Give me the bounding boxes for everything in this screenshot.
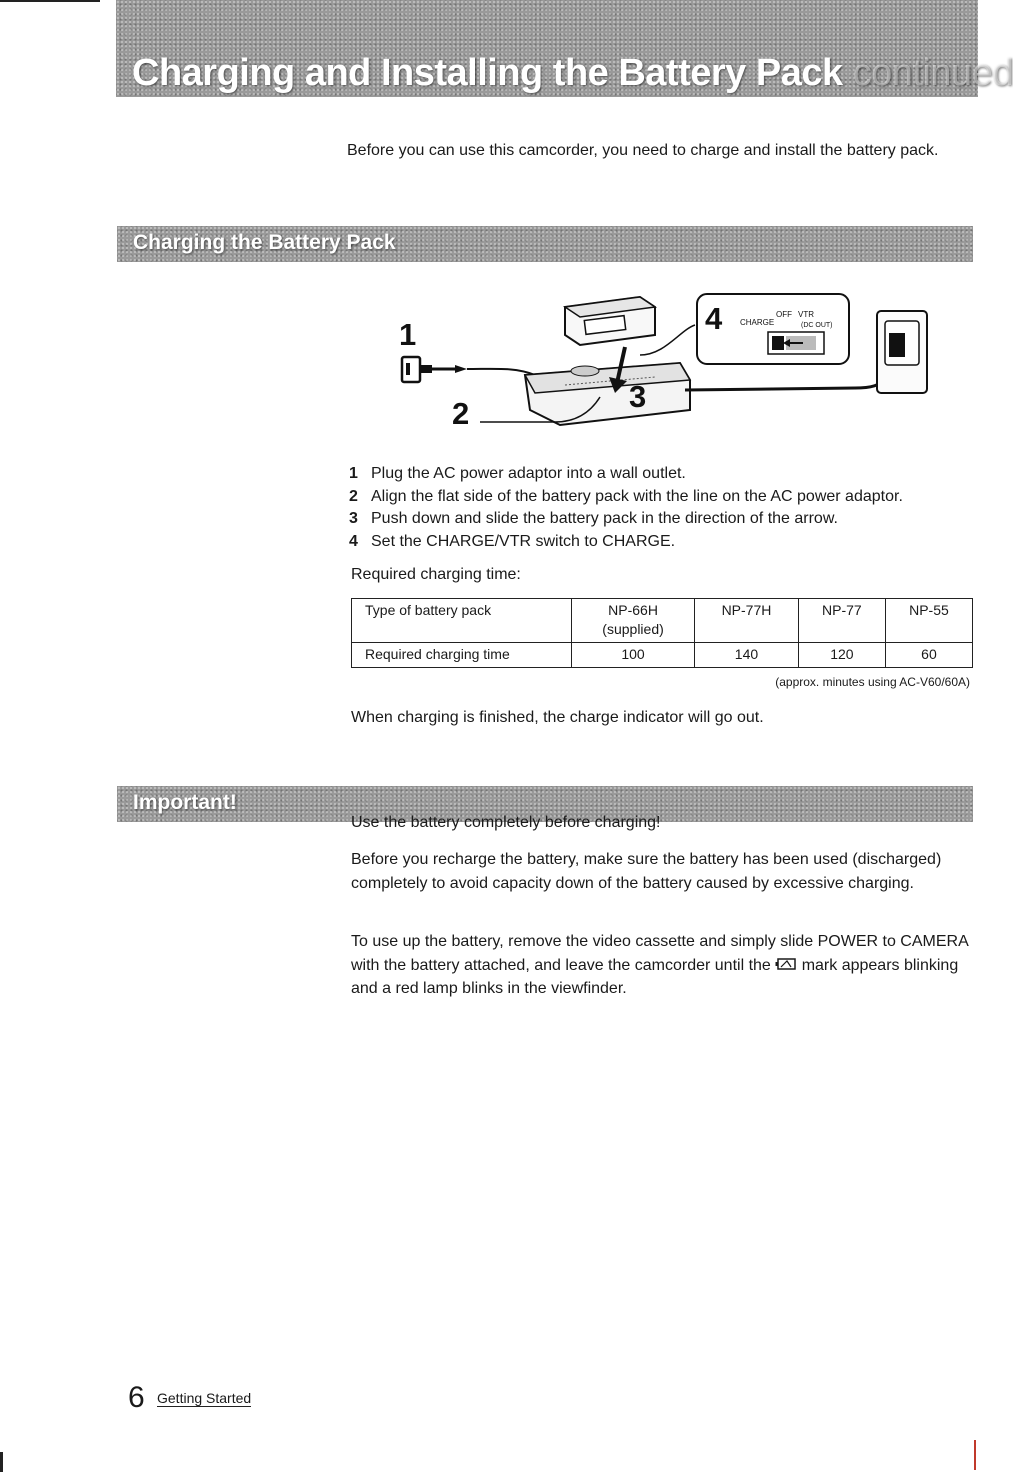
step-item	[349, 508, 974, 531]
table-note: (approx. minutes using AC-V60/60A)	[775, 675, 970, 689]
table-cell: 120	[798, 643, 885, 668]
page-title-continued: continued	[852, 52, 1013, 94]
step-number: 1	[349, 465, 358, 482]
table-cell: Required charging time	[352, 643, 572, 668]
charging-time-table	[351, 598, 973, 668]
required-charging-time-label: Required charging time:	[351, 566, 521, 583]
step-item	[349, 486, 974, 509]
charging-illustration	[385, 285, 945, 445]
important-paragraph-2-end: mark appears blinking and a red lamp blinks in the viewfinder.	[351, 956, 959, 997]
table-cell: 100	[572, 643, 695, 668]
ac-adaptor-drawing	[525, 363, 690, 425]
ac-plug-drawing	[402, 357, 467, 382]
table-cell: NP-77	[798, 599, 885, 643]
important-paragraph-2	[351, 930, 971, 1001]
important-lead-line: Use the battery completely before charging!	[351, 814, 661, 831]
table-cell: Type of battery pack	[352, 599, 572, 643]
switch-label-off: OFF	[776, 310, 792, 319]
battery-warning-icon	[775, 957, 797, 971]
charging-finished-text: When charging is finished, the charge indicator will go out.	[351, 709, 764, 726]
wall-outlet-drawing	[877, 311, 927, 393]
edge-mark-left	[0, 1452, 3, 1472]
charge-switch-callout	[640, 294, 849, 364]
battery-pack-drawing	[565, 297, 655, 345]
step-number: 3	[349, 510, 358, 527]
switch-label-charge: CHARGE	[740, 318, 775, 327]
table-row	[352, 643, 973, 668]
table-cell: NP-55	[885, 599, 972, 643]
table-row	[352, 599, 973, 643]
footer-section-name: Getting Started	[157, 1390, 252, 1406]
section-banner-charging	[117, 226, 973, 262]
section-heading-charging: Charging the Battery Pack	[133, 231, 396, 254]
step-list	[349, 463, 974, 553]
switch-label-dc-out: (DC OUT)	[801, 322, 833, 329]
table-cell: NP-66H (supplied)	[572, 599, 695, 643]
step-item	[349, 531, 974, 554]
top-rule	[0, 0, 100, 2]
page-title-main: Charging and Installing the Battery Pack	[132, 52, 843, 94]
step-text: Push down and slide the battery pack in the direction of the arrow.	[371, 510, 838, 527]
step-item	[349, 463, 974, 486]
step-text: Align the flat side of the battery pack with the line on the AC power adaptor.	[371, 487, 903, 505]
important-paragraph-1: Before you recharge the battery, make sure the battery has been used (discharged) completely to avoid capacity down of the battery caused by excessive charging.	[351, 851, 942, 892]
callout-4: 4	[705, 301, 723, 336]
switch-label-vtr: VTR	[798, 310, 814, 319]
step-text: Plug the AC power adaptor into a wall outlet.	[371, 465, 686, 482]
important-paragraph-2-start: To use up the battery, remove the video cassette and simply slide POWER to CAMERA with the battery attached, and leave the camcorder until the	[351, 933, 968, 974]
table-cell: 140	[695, 643, 799, 668]
table-cell: NP-77H	[695, 599, 799, 643]
page-title-banner	[116, 0, 1013, 97]
step-text: Set the CHARGE/VTR switch to CHARGE.	[371, 532, 676, 550]
callout-1: 1	[399, 317, 417, 352]
intro-text: Before you can use this camcorder, you need to charge and install the battery pack.	[347, 142, 939, 159]
table-cell: 60	[885, 643, 972, 668]
page-number: 6	[128, 1381, 145, 1414]
callout-3: 3	[629, 379, 647, 414]
section-heading-important: Important!	[133, 791, 237, 814]
step-number: 2	[349, 487, 358, 505]
edge-mark-right	[974, 1440, 976, 1470]
callout-2: 2	[452, 396, 470, 431]
step-number: 4	[349, 532, 358, 550]
page-title	[132, 52, 1013, 95]
